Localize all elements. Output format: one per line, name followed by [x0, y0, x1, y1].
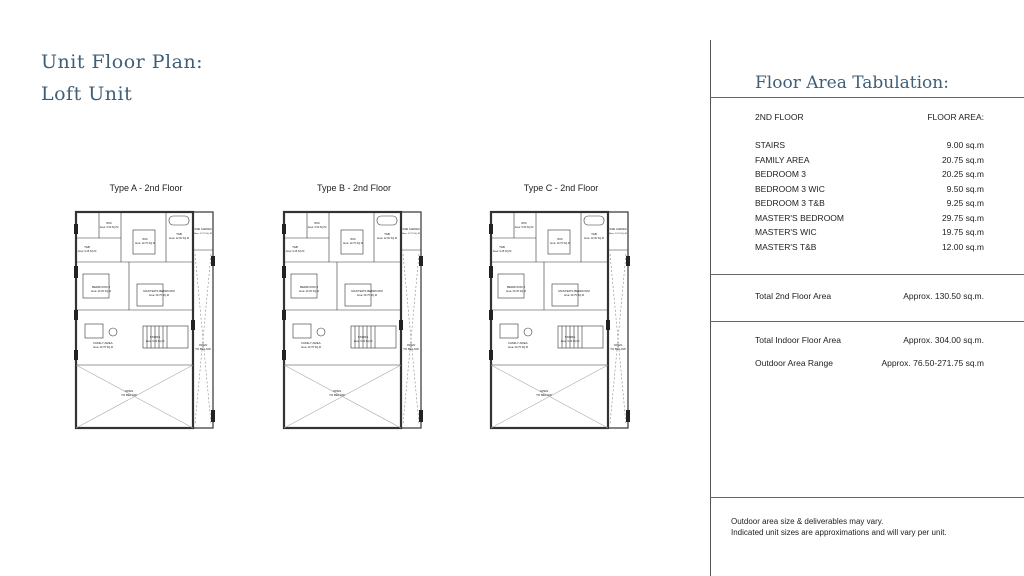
svg-text:WIC: WIC: [350, 237, 356, 241]
svg-text:Area: 13.75 SQ.M: Area: 13.75 SQ.M: [402, 233, 420, 235]
svg-text:Area: 9.50 SQ.M: Area: 9.50 SQ.M: [514, 226, 534, 229]
total-indoor-value: Approx. 304.00 sq.m.: [903, 335, 984, 345]
svg-text:Area: 29.75 SQ.M: Area: 29.75 SQ.M: [148, 294, 170, 297]
tabulation-row: [755, 242, 984, 253]
svg-text:TO BELOW: TO BELOW: [329, 393, 345, 397]
svg-text:Area: 20.75 SQ.M: Area: 20.75 SQ.M: [507, 346, 529, 349]
svg-text:TO BELOW: TO BELOW: [403, 347, 419, 351]
tabulation-row: [755, 169, 984, 180]
svg-text:Area: 9.25 SQ.M: Area: 9.25 SQ.M: [492, 250, 512, 253]
floor-plan-type-b: [279, 210, 429, 440]
svg-text:SIDE GARDEN: SIDE GARDEN: [402, 228, 420, 231]
svg-text:Area: 12.00 SQ.M: Area: 12.00 SQ.M: [376, 237, 398, 240]
row-value: 9.50 sq.m: [946, 183, 984, 194]
svg-text:T&B: T&B: [499, 245, 505, 249]
svg-text:WIC: WIC: [557, 237, 563, 241]
svg-text:WIC: WIC: [521, 221, 527, 225]
svg-text:Area: 9.25 SQ.M: Area: 9.25 SQ.M: [77, 250, 97, 253]
svg-text:MASTER'S BEDROOM: MASTER'S BEDROOM: [143, 289, 175, 293]
panel-divider: [710, 40, 711, 576]
divider: [710, 321, 1024, 322]
svg-text:STAIRS: STAIRS: [564, 335, 576, 339]
svg-text:Area: 9.50 SQ.M: Area: 9.50 SQ.M: [99, 226, 119, 229]
svg-text:BEDROOM 3: BEDROOM 3: [299, 285, 319, 289]
plan-caption-c: Type C - 2nd Floor: [523, 183, 599, 193]
svg-text:Area: 20.25 SQ.M: Area: 20.25 SQ.M: [90, 290, 112, 293]
svg-text:OPEN: OPEN: [613, 343, 623, 347]
svg-text:Area: 12.00 SQ.M: Area: 12.00 SQ.M: [583, 237, 605, 240]
side-garden-outline: [193, 212, 213, 428]
svg-text:OPEN: OPEN: [539, 389, 549, 393]
tabulation-row: [755, 184, 984, 195]
svg-text:Area: 29.75 SQ.M: Area: 29.75 SQ.M: [356, 294, 378, 297]
svg-text:TO BELOW: TO BELOW: [610, 347, 626, 351]
row-label: MASTER'S BEDROOM: [755, 212, 844, 223]
total-2nd-row: [755, 291, 984, 302]
side-garden-outline: [401, 212, 421, 428]
bathtub: [377, 216, 397, 225]
svg-text:Area: 19.75 SQ.M: Area: 19.75 SQ.M: [549, 242, 571, 245]
row-label: BEDROOM 3 WIC: [755, 183, 825, 194]
total-2nd-value: Approx. 130.50 sq.m.: [903, 291, 984, 301]
bathtub: [584, 216, 604, 225]
svg-text:WIC: WIC: [106, 221, 112, 225]
svg-text:Area: 20.25 SQ.M: Area: 20.25 SQ.M: [505, 290, 527, 293]
svg-text:FAMILY AREA: FAMILY AREA: [301, 341, 321, 345]
row-value: 20.25 sq.m: [941, 169, 984, 179]
total-2nd-label: Total 2nd Floor Area: [755, 291, 832, 301]
svg-text:MASTER'S BEDROOM: MASTER'S BEDROOM: [558, 289, 590, 293]
svg-text:SIDE GARDEN: SIDE GARDEN: [194, 228, 212, 231]
tabulation-header: [755, 112, 984, 123]
row-value: 12.00 sq.m: [941, 241, 984, 252]
page-title: [41, 46, 203, 110]
row-label: BEDROOM 3 T&B: [755, 198, 825, 208]
svg-text:Area: 9.25 SQ.M: Area: 9.25 SQ.M: [285, 250, 305, 253]
side-garden-outline: [608, 212, 628, 428]
svg-text:OPEN: OPEN: [124, 389, 134, 393]
svg-text:Area: 12.00 SQ.M: Area: 12.00 SQ.M: [168, 237, 190, 240]
bathtub: [169, 216, 189, 225]
svg-text:SIDE GARDEN: SIDE GARDEN: [609, 228, 627, 231]
svg-text:Area: 19.75 SQ.M: Area: 19.75 SQ.M: [342, 242, 364, 245]
row-value: 9.25 sq.m: [946, 198, 984, 208]
svg-text:Area: 20.75 SQ.M: Area: 20.75 SQ.M: [300, 346, 322, 349]
svg-text:Area: 9.00 SQ.M: Area: 9.00 SQ.M: [560, 340, 580, 343]
divider: [710, 497, 1024, 498]
note-line-1: Outdoor area size & deliverables may vary.: [731, 517, 884, 526]
plan-caption-a: Type A - 2nd Floor: [109, 183, 183, 193]
svg-text:T&B: T&B: [176, 232, 182, 236]
divider: [710, 274, 1024, 275]
svg-text:Area: 29.75 SQ.M: Area: 29.75 SQ.M: [563, 294, 585, 297]
svg-text:STAIRS: STAIRS: [357, 335, 369, 339]
total-indoor-row: [755, 335, 984, 346]
row-value: 29.75 sq.m: [941, 212, 984, 223]
outdoor-row: [755, 358, 984, 369]
floor-plan-type-c: [486, 210, 636, 440]
divider: [710, 97, 1024, 98]
plan-caption-b: Type B - 2nd Floor: [316, 183, 392, 193]
tabulation-row: [755, 155, 984, 166]
svg-text:T&B: T&B: [292, 245, 298, 249]
svg-text:T&B: T&B: [84, 245, 90, 249]
svg-text:Area: 9.00 SQ.M: Area: 9.00 SQ.M: [145, 340, 165, 343]
row-label: STAIRS: [755, 140, 786, 150]
svg-text:TO BELOW: TO BELOW: [121, 393, 137, 397]
row-label: MASTER'S T&B: [755, 241, 817, 252]
svg-text:OPEN: OPEN: [332, 389, 342, 393]
tabulation-row: [755, 227, 984, 238]
title-line-1: Unit Floor Plan:: [41, 51, 204, 73]
row-value: 19.75 sq.m: [941, 227, 984, 237]
svg-text:STAIRS: STAIRS: [149, 335, 161, 339]
svg-text:FAMILY AREA: FAMILY AREA: [508, 341, 528, 345]
svg-text:Area: 9.00 SQ.M: Area: 9.00 SQ.M: [353, 340, 373, 343]
header-left: 2ND FLOOR: [755, 112, 804, 122]
svg-text:Area: 19.75 SQ.M: Area: 19.75 SQ.M: [134, 242, 156, 245]
row-label: BEDROOM 3: [755, 169, 807, 179]
svg-text:BEDROOM 3: BEDROOM 3: [91, 285, 111, 289]
svg-text:TO BELOW: TO BELOW: [536, 393, 552, 397]
tabulation-row: [755, 198, 984, 209]
svg-text:MASTER'S BEDROOM: MASTER'S BEDROOM: [351, 289, 383, 293]
svg-text:T&B: T&B: [591, 232, 597, 236]
svg-text:OPEN: OPEN: [198, 343, 208, 347]
svg-text:T&B: T&B: [384, 232, 390, 236]
svg-text:OPEN: OPEN: [406, 343, 416, 347]
svg-text:WIC: WIC: [314, 221, 320, 225]
row-label: FAMILY AREA: [755, 154, 810, 165]
header-right: FLOOR AREA:: [927, 112, 984, 122]
total-indoor-label: Total Indoor Floor Area: [755, 335, 841, 345]
svg-text:TO BELOW: TO BELOW: [195, 347, 211, 351]
tabulation-title: Floor Area Tabulation:: [755, 73, 949, 93]
svg-text:FAMILY AREA: FAMILY AREA: [93, 341, 113, 345]
tabulation-row: [755, 213, 984, 224]
floor-plan-type-a: [71, 210, 221, 440]
row-value: 20.75 sq.m: [941, 154, 984, 165]
svg-text:Area: 20.25 SQ.M: Area: 20.25 SQ.M: [298, 290, 320, 293]
tabulation-row: [755, 140, 984, 151]
svg-text:Area: 13.75 SQ.M: Area: 13.75 SQ.M: [609, 233, 627, 235]
svg-text:WIC: WIC: [142, 237, 148, 241]
svg-text:Area: 13.75 SQ.M: Area: 13.75 SQ.M: [194, 233, 212, 235]
title-line-2: Loft Unit: [41, 83, 133, 105]
svg-text:Area: 20.75 SQ.M: Area: 20.75 SQ.M: [92, 346, 114, 349]
svg-text:Area: 9.50 SQ.M: Area: 9.50 SQ.M: [307, 226, 327, 229]
outdoor-label: Outdoor Area Range: [755, 358, 833, 368]
svg-text:BEDROOM 3: BEDROOM 3: [506, 285, 526, 289]
outdoor-value: Approx. 76.50-271.75 sq.m: [881, 358, 984, 368]
note-line-2: Indicated unit sizes are approximations and will vary per unit.: [731, 528, 947, 537]
row-value: 9.00 sq.m: [946, 140, 984, 150]
row-label: MASTER'S WIC: [755, 227, 817, 237]
